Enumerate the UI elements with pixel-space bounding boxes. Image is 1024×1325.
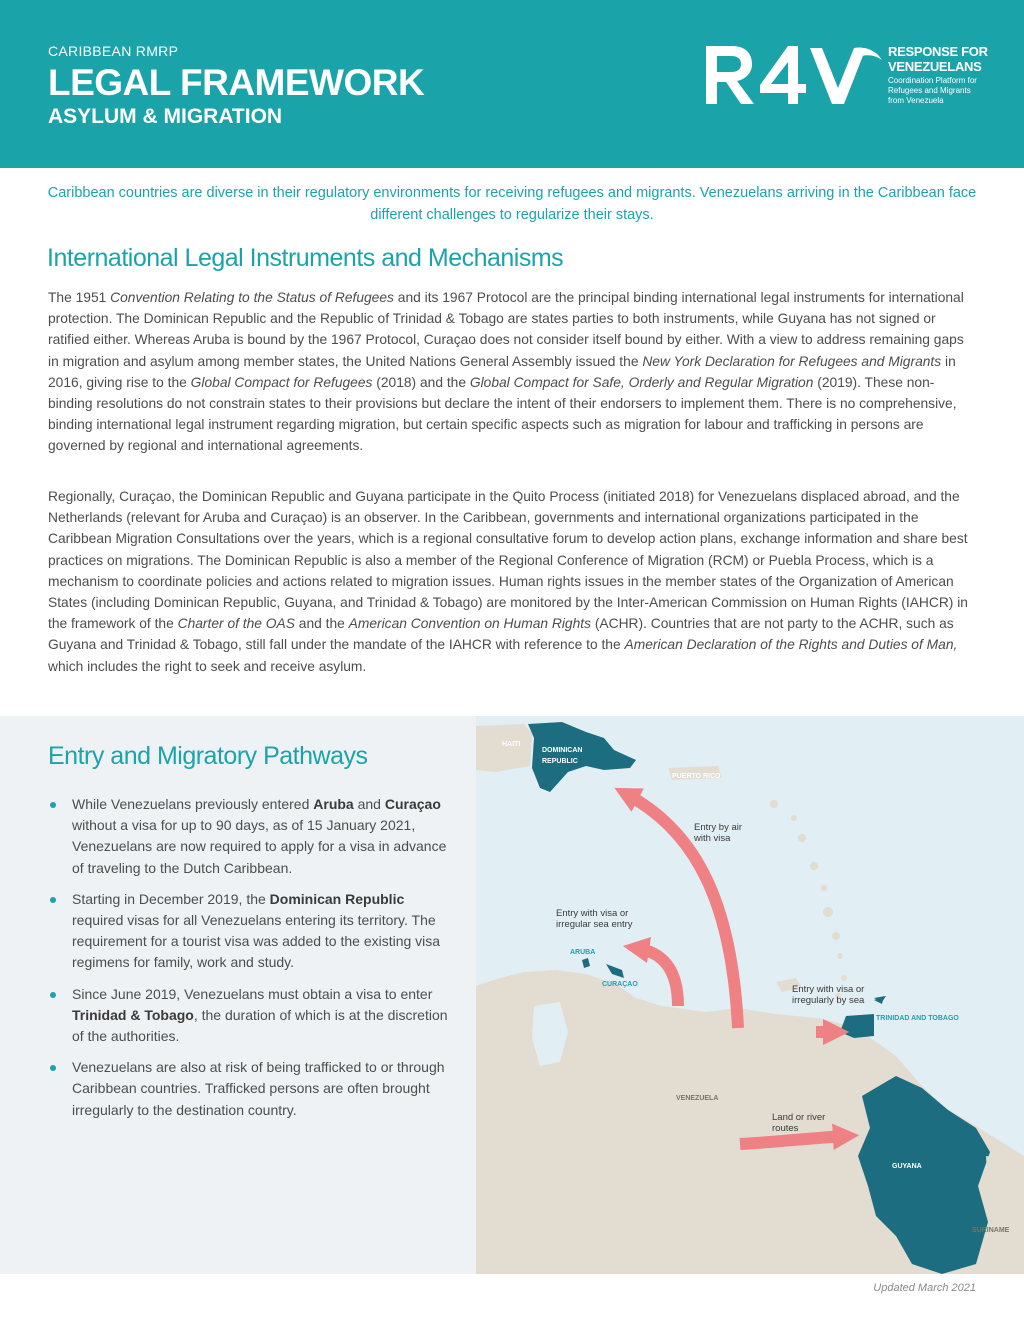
- label-curacao: CURAÇAO: [602, 981, 638, 988]
- r4v-logo: [704, 44, 884, 106]
- paragraph-regional: Regionally, Curaçao, the Dominican Republic and Guyana participate in the Quito Process (initiated 2018) for Venezuelans displaced abroad, and the Netherlands (relevant for Aruba and Curaçao) is an observer. In the Caribbean, governments and international organizations participated in the Caribbean Migration Consultations over the years, which is a regional consultative forum to develop action plans, exchange information and share best practices on migrations. The Dominican Republic is also a member of the Regional Conference of Migration (RCM) or Puebla Process, which is a mechanism to coordinate policies and actions related to migration issues. Human rights issues in the member states of the Organization of American States (including Dominican Republic, Guyana, and Trinidad & Tobago) are monitored by the Inter-American Commission on Human Rights (IAHCR) in the framework of the Charter of the OAS and the American Convention on Human Rights (ACHR). Countries that are not party to the ACHR, such as Guyana and Trinidad & Tobago, still fall under the mandate of the IAHCR with reference to the American Declaration of the Rights and Duties of Man, which includes the right to seek and receive asylum.: [48, 489, 968, 674]
- bullet-dot-icon: [50, 992, 56, 998]
- page-subtitle: ASYLUM & MIGRATION: [48, 105, 283, 128]
- label-dr-line: DOMINICAN: [542, 747, 583, 754]
- label-puerto-rico: PUERTO RICO: [672, 773, 721, 780]
- label-guyana: GUYANA: [892, 1163, 922, 1170]
- list-item: Starting in December 2019, the Dominican Republic required visas for all Venezuelans entering its territory. The requirement for a tourist visa was added to the existing visa regimens for family, work and study.: [48, 889, 448, 974]
- updated-date: Updated March 2021: [873, 1282, 976, 1294]
- logo-tagline-text: Coordination Platform for Refugees and Migrants from Venezuela: [888, 76, 977, 105]
- header-kicker: CARIBBEAN RMRP: [48, 43, 179, 59]
- entry-bullet-list: [48, 794, 448, 1131]
- annotation-aruba: Entry with visa or irregular sea entry: [556, 908, 633, 930]
- annotation-land: Land or river routes: [772, 1112, 826, 1134]
- bullet-dot-icon: [50, 897, 56, 903]
- header-banner: [0, 0, 1024, 168]
- label-trinidad-tobago: TRINIDAD AND TOBAGO: [876, 1015, 959, 1022]
- section-heading-entry: Entry and Migratory Pathways: [48, 742, 368, 770]
- haiti-land: [476, 724, 532, 772]
- list-item: Since June 2019, Venezuelans must obtain a visa to enter Trinidad & Tobago, the duration of which is at the discretion of the authorities.: [48, 984, 448, 1048]
- label-venezuela: VENEZUELA: [676, 1095, 719, 1102]
- arrow-land-route: [740, 1136, 846, 1144]
- logo-line-1: RESPONSE FOR: [888, 44, 988, 59]
- caribbean-map: [476, 716, 1024, 1274]
- bullet-dot-icon: [50, 1065, 56, 1071]
- intro-text: Caribbean countries are diverse in their regulatory environments for receiving refugees and migrants. Venezuelans arriving in the Caribbean face different challenges to regularize their stays.: [47, 185, 977, 223]
- logo-line-2: VENEZUELANS: [888, 59, 982, 74]
- bullet-dot-icon: [50, 802, 56, 808]
- paragraph-conventions: The 1951 Convention Relating to the Status of Refugees and its 1967 Protocol are the principal binding international legal instruments for international protection. The Dominican Republic and the Republic of Trinidad & Tobago are states parties to both instruments, while Guyana has not signed or ratified either. Whereas Aruba is bound by the 1967 Protocol, Curaçao does not consider itself bound by either. With a view to address remaining gaps in migration and asylum among member states, the United Nations General Assembly issued the New York Declaration for Refugees and Migrants in 2016, giving rise to the Global Compact for Refugees (2018) and the Global Compact for Safe, Orderly and Regular Migration (2019). These non-binding resolutions do not constrain states to their provisions but declare the intent of their endorsers to implement them. There is no comprehensive, binding international legal instrument regarding migration, but certain specific aspects such as migration for labour and trafficking in persons are governed by regional and international agreements.: [48, 290, 964, 454]
- logo-wordmark: [888, 44, 988, 106]
- list-item: Venezuelans are also at risk of being trafficked to or through Caribbean countries. Trafficked persons are often brought irregularly to the destination country.: [48, 1057, 448, 1121]
- annotation-tt: Entry with visa or irregularly by sea: [792, 984, 865, 1006]
- label-dominican-republic: DOMINICAN REPUBLIC: [542, 747, 583, 765]
- section-heading-international: International Legal Instruments and Mechanisms: [47, 244, 564, 272]
- list-item: While Venezuelans previously entered Aruba and Curaçao without a visa for up to 90 days, as of 15 January 2021, Venezuelans are now required to apply for a visa in advance of traveling to the Dutch Caribbean.: [48, 794, 448, 879]
- label-haiti: HAITI: [502, 741, 521, 748]
- logo-tagline: [888, 76, 980, 106]
- label-suriname: SURINAME: [972, 1227, 1010, 1234]
- annotation-air: Entry by air with visa: [694, 822, 743, 844]
- page-title: LEGAL FRAMEWORK: [48, 62, 425, 103]
- label-aruba: ARUBA: [570, 949, 596, 956]
